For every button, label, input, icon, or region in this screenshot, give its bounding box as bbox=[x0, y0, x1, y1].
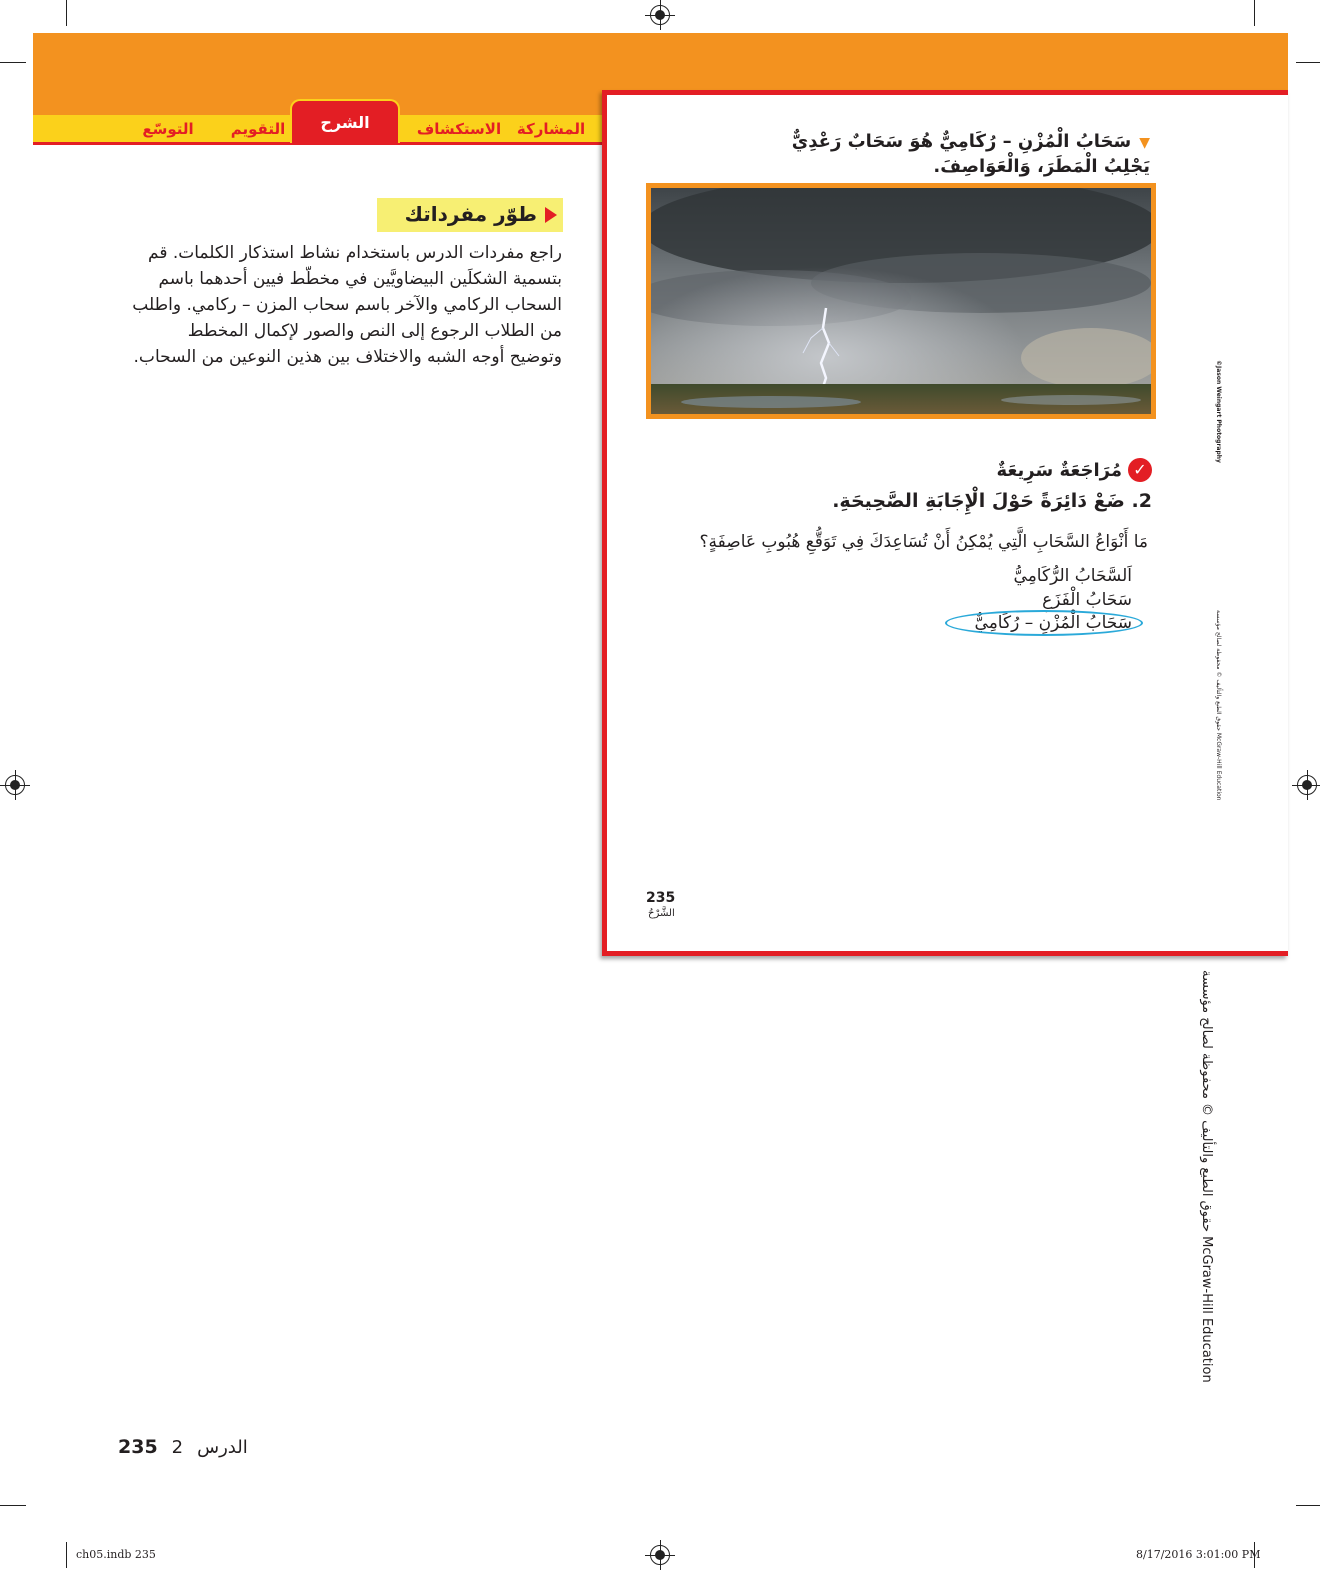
tab-engage[interactable]: المشاركة bbox=[516, 120, 586, 138]
develop-vocabulary-heading: طوّر مفرداتك bbox=[377, 198, 563, 232]
answer-option-correct[interactable]: سَحَابُ الْمُزْنِ – رُكَامِيٌّ bbox=[974, 613, 1132, 633]
storm-photo bbox=[646, 183, 1156, 419]
answer-option[interactable]: سَحَابُ الْفَزَعِ bbox=[1042, 590, 1132, 610]
student-page-label: الشَّرْحُ bbox=[648, 908, 675, 919]
lesson-footer bbox=[118, 1436, 248, 1458]
tab-explore[interactable]: الاستكشاف bbox=[416, 120, 502, 138]
footer-lesson-label: الدرس bbox=[197, 1437, 248, 1458]
registration-mark-left bbox=[5, 775, 25, 795]
tab-evaluate[interactable]: التقويم bbox=[230, 120, 286, 138]
registration-mark-bottom bbox=[650, 1545, 670, 1565]
registration-mark-top bbox=[650, 5, 670, 25]
answer-option[interactable]: اَلسَّحَابُ الرُّكَامِيُّ bbox=[1013, 566, 1132, 586]
question-text: مَا أَنْوَاعُ السَّحَابِ الَّتِي يُمْكِنُ أَنْ تُسَاعِدَكَ فِي تَوَقُّعِ هُبُوبِ عَاصِفَةٍ؟ bbox=[699, 532, 1148, 552]
storm-cloud-lightning-image bbox=[651, 188, 1151, 414]
photo-credit: ©Jason Weingart Photography bbox=[1215, 360, 1222, 463]
tab-extend[interactable]: التوسّع bbox=[142, 120, 194, 138]
footer-page-number: 235 bbox=[118, 1436, 158, 1458]
copyright-small: حقوق الطبع والتأليف © محفوظة لصالح مؤسسة McGraw-Hill Education bbox=[1215, 610, 1222, 801]
develop-vocabulary-text: راجع مفردات الدرس باستخدام نشاط استذكار الكلمات. قم بتسمية الشكلَين البيضاويَّين في مخطّط فيين أحدهما باسم السحاب الركامي والآخر باسم سحاب المزن – ركامي. واطلب من الطلاب الرجوع إلى النص والصور لإكمال المخطط وتوضيح أوجه الشبه والاختلاف بين هذين النوعين من السحاب. bbox=[132, 243, 562, 367]
slug-file: ch05.indb 235 bbox=[76, 1548, 156, 1561]
footer-lesson-number: 2 bbox=[171, 1437, 184, 1458]
quick-review-heading: ✓ مُرَاجَعَةٌ سَرِيعَةٌ bbox=[996, 458, 1152, 482]
registration-mark-right bbox=[1297, 775, 1317, 795]
question-instruction: 2. ضَعْ دَائِرَةً حَوْلَ الْإِجَابَةِ الصَّحِيحَةِ. bbox=[832, 490, 1152, 512]
checkmark-icon: ✓ bbox=[1128, 458, 1152, 482]
slug-timestamp: 8/17/2016 3:01:00 PM bbox=[1136, 1548, 1261, 1561]
copyright-large: حقوق الطبع والتأليف © محفوظة لصالح مؤسسة McGraw-Hill Education bbox=[1199, 970, 1214, 1383]
arrow-icon bbox=[545, 207, 557, 223]
student-page-number: 235 bbox=[646, 890, 676, 906]
caption-triangle-icon: ▼ bbox=[1139, 135, 1150, 151]
tab-explain[interactable]: الشرح bbox=[290, 99, 400, 143]
photo-caption: ▼سَحَابُ الْمُزْنِ – رُكَامِيٌّ هُوَ سَحَابٌ رَعْدِيٌّ يَجْلِبُ الْمَطَرَ، وَالْعَوَاصِفَ. bbox=[791, 131, 1150, 177]
correct-answer-circle bbox=[945, 610, 1143, 636]
